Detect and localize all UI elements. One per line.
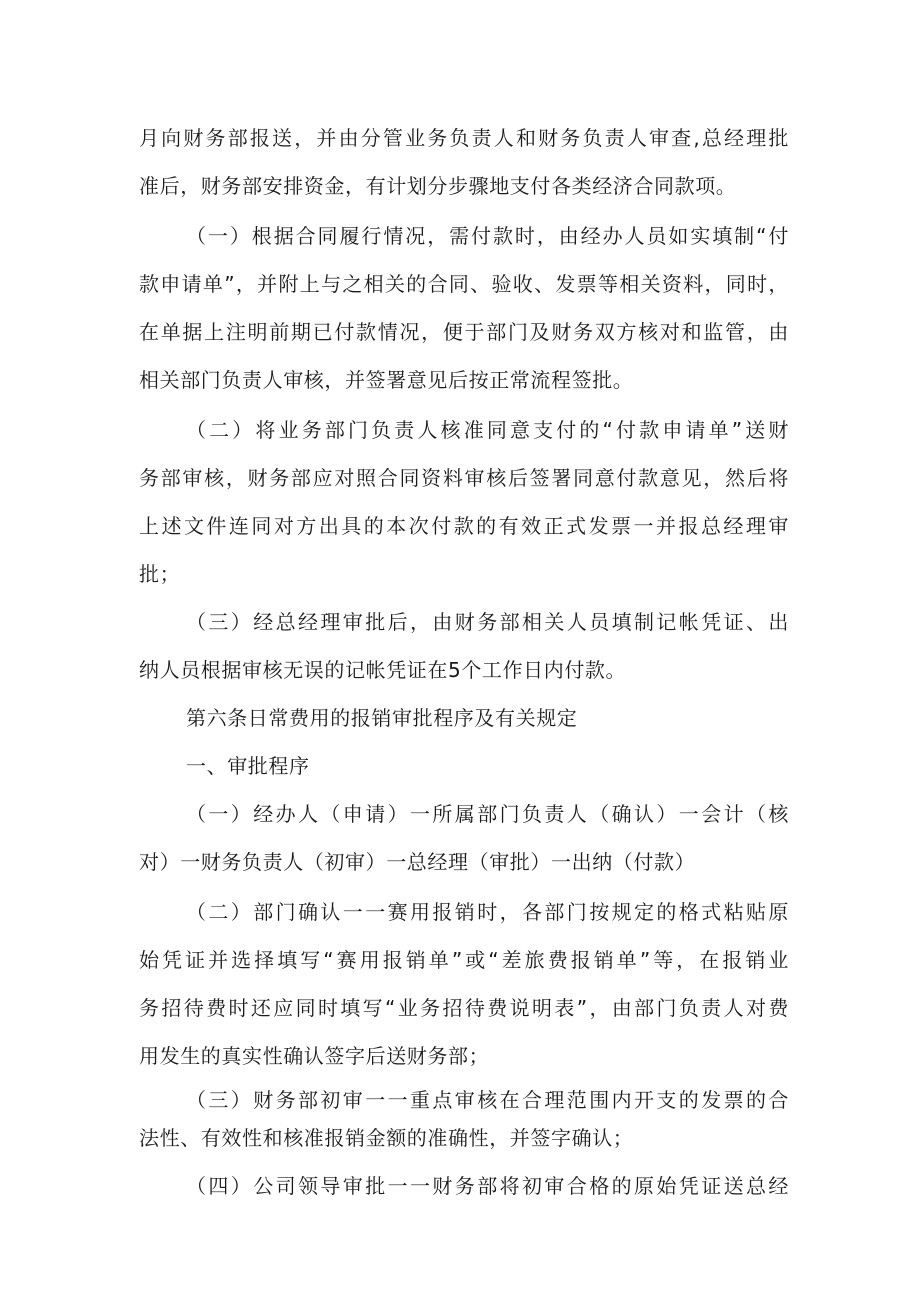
text-line: 相关部门负责人审核，并签署意见后按正常流程签批。: [139, 368, 634, 392]
text-line: 对）一财务负责人（初审）一总经理（审批）一出纳（付款）: [139, 850, 696, 874]
text-line: 在单据上注明前期已付款情况，便于部门及财务双方核对和监管，由: [139, 320, 789, 344]
subsection-heading: 一、审批程序: [186, 754, 310, 778]
text-line: 批；: [139, 562, 181, 586]
text-line: 纳人员根据审核无误的记帐凭证在5个工作日内付款。: [139, 658, 627, 682]
text-line: 上述文件连同对方出具的本次付款的有效正式发票一并报总经理审: [139, 514, 789, 538]
text-line: 法性、有效性和核准报销金额的准确性，并签字确认；: [139, 1126, 634, 1150]
text-line: （四）公司领导审批一一财务部将初审合格的原始凭证送总经: [186, 1174, 789, 1198]
text-line: 务部审核，财务部应对照合同资料审核后签署同意付款意见，然后将: [139, 466, 789, 490]
text-line: （二）将业务部门负责人核准同意支付的“付款申请单”送财: [186, 418, 789, 442]
section-heading: 第六条日常费用的报销审批程序及有关规定: [186, 706, 578, 730]
text-line: （一）根据合同履行情况，需付款时，由经办人员如实填制“付: [186, 224, 789, 248]
text-line: （一）经办人（申请）一所属部门负责人（确认）一会计（核: [186, 802, 789, 826]
text-line: 准后，财务部安排资金，有计划分步骤地支付各类经济合同款项。: [139, 174, 737, 198]
text-line: 月向财务部报送，并由分管业务负责人和财务负责人审查,总经理批: [139, 126, 789, 150]
text-line: （二）部门确认一一赛用报销时，各部门按规定的格式粘贴原: [186, 900, 789, 924]
text-line: 始凭证并选择填写“赛用报销单”或“差旅费报销单”等，在报销业: [139, 948, 789, 972]
text-line: 款申请单”，并附上与之相关的合同、验收、发票等相关资料，同时，: [139, 272, 789, 296]
text-line: 务招待费时还应同时填写“业务招待费说明表”，由部门负责人对费: [139, 996, 789, 1020]
text-line: （三）财务部初审一一重点审核在合理范围内开支的发票的合: [186, 1088, 789, 1112]
text-line: 用发生的真实性确认签字后送财务部；: [139, 1044, 490, 1068]
text-line: （三）经总经理审批后，由财务部相关人员填制记帐凭证、出: [186, 610, 789, 634]
